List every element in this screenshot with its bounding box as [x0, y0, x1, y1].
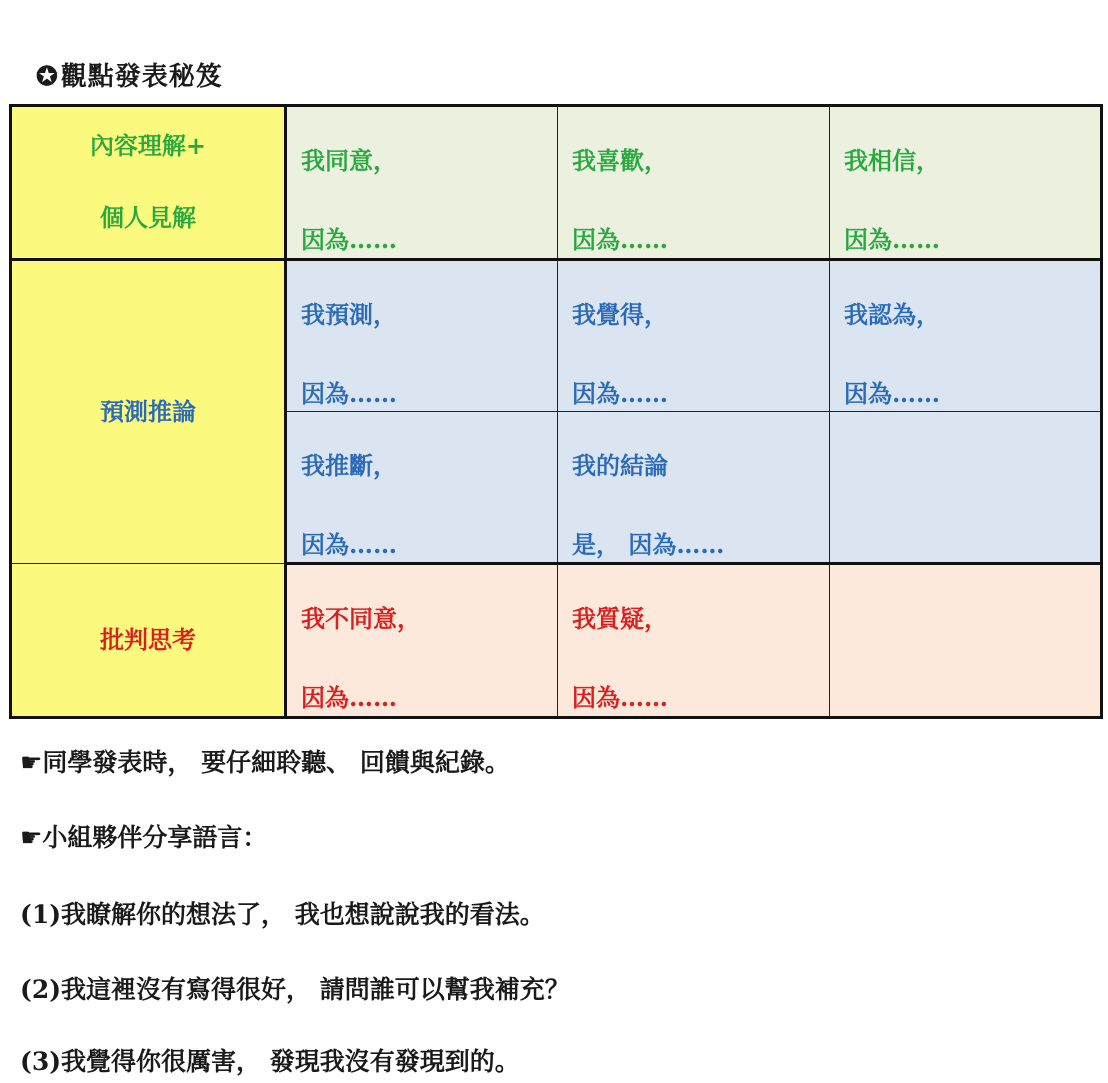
pointing-hand-icon: ☛ — [20, 748, 43, 777]
row-header-line: 預測推論 — [100, 396, 196, 426]
cell-line: 因為…… — [572, 379, 668, 408]
pointing-hand-icon: ☛ — [20, 823, 43, 852]
note-text: 小組夥伴分享語言： — [42, 823, 268, 852]
cell-line: 我相信， — [844, 146, 940, 175]
table-row — [11, 260, 1102, 412]
cell-line: 我同意， — [301, 146, 397, 175]
note-sharing-language — [20, 818, 267, 854]
table-cell — [286, 260, 558, 412]
cell-line: 因為…… — [844, 225, 940, 254]
cell-line: 因為…… — [572, 225, 668, 254]
table-cell — [830, 260, 1102, 412]
row-header-line: 內容理解+ — [89, 130, 207, 160]
cell-line: 因為…… — [844, 379, 940, 408]
cell-line: 我覺得， — [572, 300, 668, 329]
note-listening — [20, 743, 510, 779]
cell-line: 我推斷， — [301, 451, 397, 480]
table-cell — [558, 260, 830, 412]
row-header-line: 個人見解 — [100, 203, 196, 233]
phrase-text: (2)我這裡沒有寫得很好， 請問誰可以幫我補充？ — [20, 975, 570, 1004]
cell-line: 我的結論 — [572, 451, 668, 480]
cell-line: 因為…… — [301, 530, 397, 559]
cell-line: 因為…… — [301, 683, 397, 712]
row-header-comprehension — [11, 106, 286, 260]
cell-line: 我質疑， — [572, 604, 668, 633]
table-row — [11, 564, 1102, 718]
table-cell — [830, 106, 1102, 260]
table-cell — [558, 106, 830, 260]
phrase-3 — [20, 1042, 520, 1078]
phrase-text: (1)我瞭解你的想法了， 我也想說說我的看法。 — [20, 900, 545, 929]
cell-line: 因為…… — [572, 683, 668, 712]
table-row — [11, 106, 1102, 260]
table-cell — [286, 106, 558, 260]
row-header-prediction — [11, 260, 286, 564]
table-cell — [558, 412, 830, 564]
cell-line: 是， 因為…… — [572, 530, 725, 559]
page-title — [36, 56, 223, 93]
strategy-table — [9, 104, 1103, 719]
row-header-line: 批判思考 — [100, 624, 196, 654]
title-text: 觀點發表秘笈 — [60, 62, 223, 92]
cell-line: 我不同意， — [301, 604, 421, 633]
cell-line: 我預測， — [301, 300, 397, 329]
cell-line: 我認為， — [844, 300, 940, 329]
table-cell-empty — [830, 412, 1102, 564]
phrase-1 — [20, 895, 545, 931]
table-cell — [558, 564, 830, 718]
cell-line: 因為…… — [301, 225, 397, 254]
note-text: 同學發表時， 要仔細聆聽、 回饋與紀錄。 — [42, 748, 510, 777]
cell-line: 因為…… — [301, 379, 397, 408]
table-cell — [286, 412, 558, 564]
phrase-2 — [20, 970, 570, 1006]
row-header-critical-thinking — [11, 564, 286, 718]
star-icon: ✪ — [36, 62, 59, 92]
cell-line: 我喜歡， — [572, 146, 668, 175]
table-cell — [286, 564, 558, 718]
table-cell-empty — [830, 564, 1102, 718]
phrase-text: (3)我覺得你很厲害， 發現我沒有發現到的。 — [20, 1047, 520, 1076]
